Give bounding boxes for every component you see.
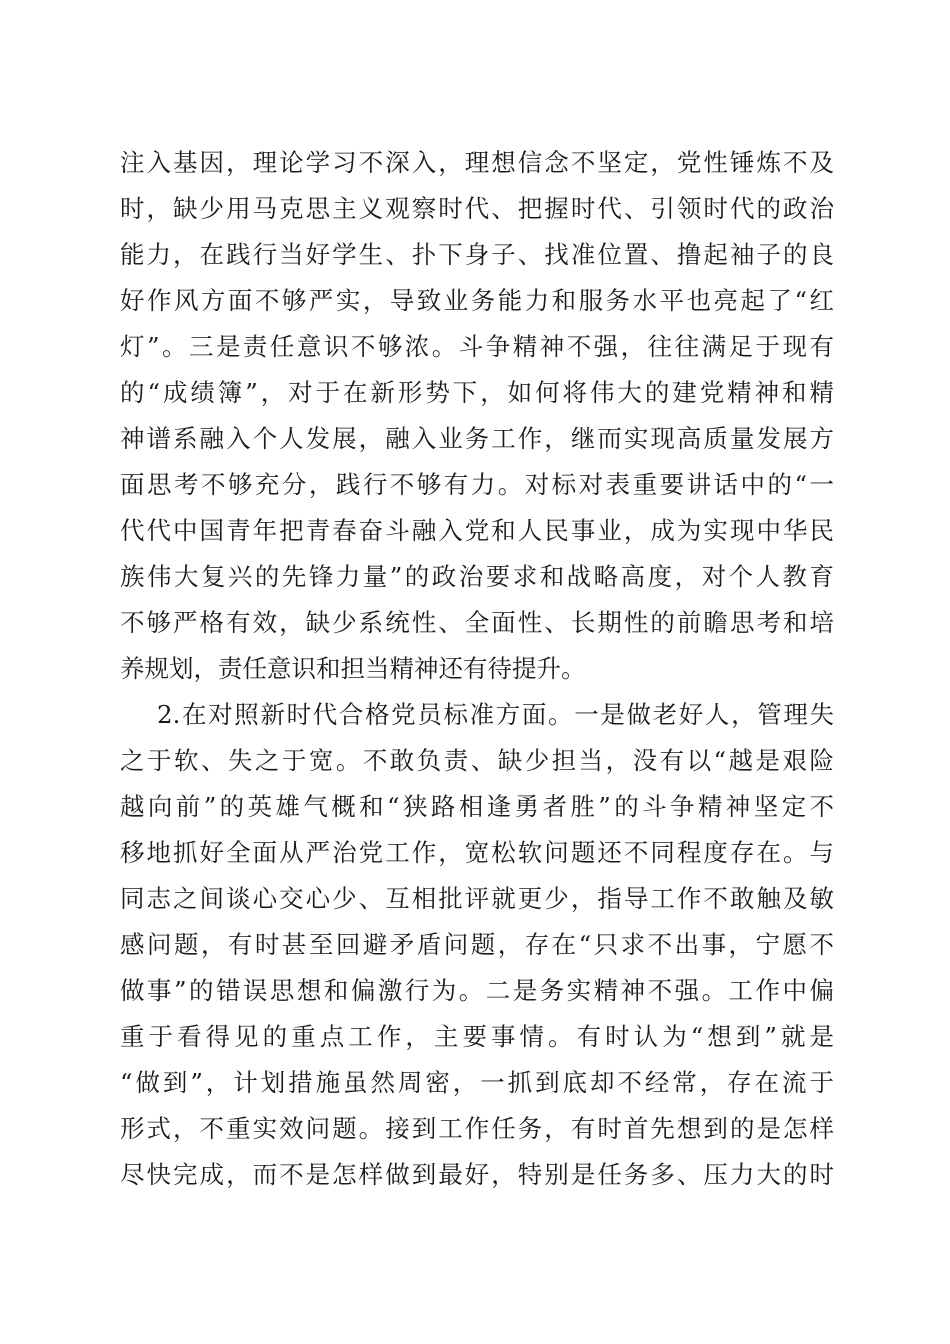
text-line: 感问题，有时甚至回避矛盾问题，存在“只求不出事，宁愿不 — [120, 930, 834, 959]
text-line: 越向前”的英雄气概和“狭路相逢勇者胜”的斗争精神坚定不 — [120, 792, 834, 821]
text-line: 面思考不够充分，践行不够有力。对标对表重要讲话中的“一 — [120, 470, 834, 499]
text-line: 族伟大复兴的先锋力量”的政治要求和战略高度，对个人教育 — [120, 562, 834, 591]
text-line: 之于软、失之于宽。不敢负责、缺少担当，没有以“越是艰险 — [120, 746, 834, 775]
text-line: 移地抓好全面从严治党工作，宽松软问题还不同程度存在。与 — [120, 838, 834, 867]
text-line: “做到”，计划措施虽然周密，一抓到底却不经常，存在流于 — [120, 1068, 834, 1097]
paragraph-start-line: 2.在对照新时代合格党员标准方面。一是做老好人，管理失 — [157, 700, 834, 729]
text-line: 注入基因，理论学习不深入，理想信念不坚定，党性锤炼不及 — [120, 148, 834, 177]
text-line: 养规划，责任意识和担当精神还有待提升。 — [120, 654, 586, 683]
text-line: 好作风方面不够严实，导致业务能力和服务水平也亮起了“红 — [120, 286, 834, 315]
text-line: 能力，在践行当好学生、扑下身子、找准位置、撸起袖子的良 — [120, 240, 834, 269]
text-line: 做事”的错误思想和偏激行为。二是务实精神不强。工作中偏 — [120, 976, 834, 1005]
text-line: 重于看得见的重点工作，主要事情。有时认为“想到”就是 — [120, 1022, 834, 1051]
text-line: 代代中国青年把青春奋斗融入党和人民事业，成为实现中华民 — [120, 516, 834, 545]
text-line: 不够严格有效，缺少系统性、全面性、长期性的前瞻思考和培 — [120, 608, 834, 637]
text-line: 形式，不重实效问题。接到工作任务，有时首先想到的是怎样 — [120, 1114, 834, 1143]
text-line: 尽快完成，而不是怎样做到最好，特别是任务多、压力大的时 — [120, 1160, 834, 1189]
text-line: 的“成绩簿”，对于在新形势下，如何将伟大的建党精神和精 — [120, 378, 834, 407]
text-line: 灯”。三是责任意识不够浓。斗争精神不强，往往满足于现有 — [120, 332, 834, 361]
text-line: 同志之间谈心交心少、互相批评就更少，指导工作不敢触及敏 — [120, 884, 834, 913]
text-line: 时，缺少用马克思主义观察时代、把握时代、引领时代的政治 — [120, 194, 834, 223]
text-line: 神谱系融入个人发展，融入业务工作，继而实现高质量发展方 — [120, 424, 834, 453]
